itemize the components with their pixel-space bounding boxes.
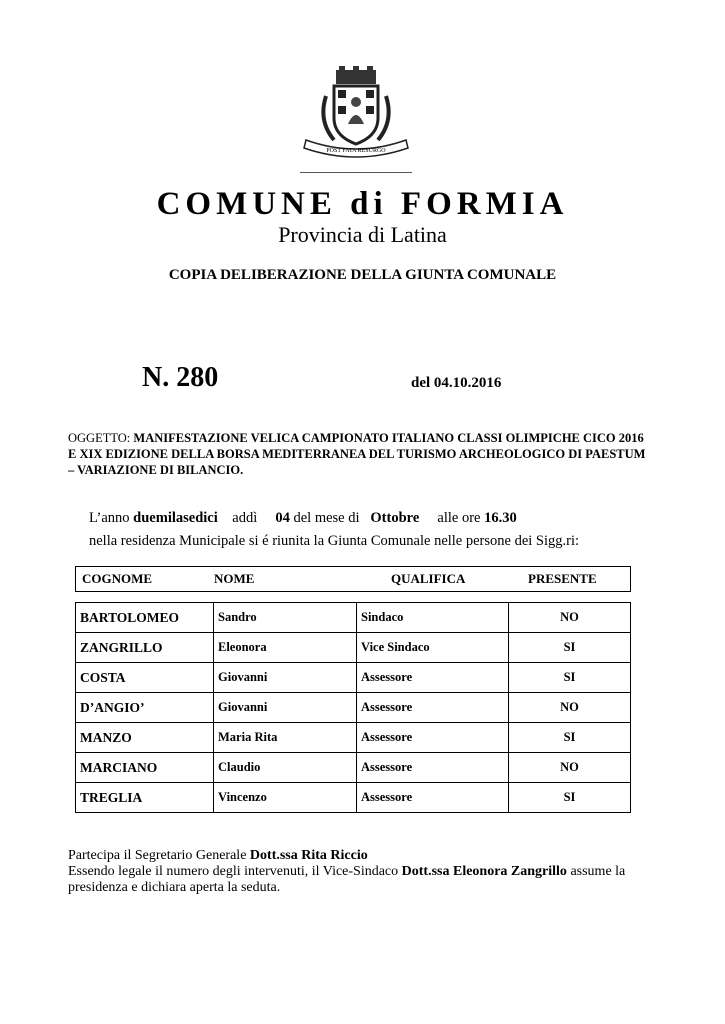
cell-nome: Giovanni bbox=[214, 693, 357, 723]
cell-presente: SI bbox=[509, 723, 631, 753]
legal-text: Essendo legale il numero degli intervenuti, il Vice-Sindaco bbox=[68, 864, 399, 879]
ore-label: alle ore bbox=[437, 510, 481, 526]
table-row bbox=[76, 693, 631, 723]
cell-cognome: TREGLIA bbox=[76, 783, 214, 813]
vice-mayor-name: Dott.ssa Eleonora Zangrillo bbox=[401, 864, 567, 879]
cell-cognome: D’ANGIO’ bbox=[76, 693, 214, 723]
table-row bbox=[76, 783, 631, 813]
table-row bbox=[76, 663, 631, 693]
cell-nome: Giovanni bbox=[214, 663, 357, 693]
cell-qualifica: Assessore bbox=[357, 663, 509, 693]
cell-qualifica: Vice Sindaco bbox=[357, 633, 509, 663]
cell-nome: Vincenzo bbox=[214, 783, 357, 813]
attendance-table bbox=[75, 602, 631, 813]
cell-nome: Claudio bbox=[214, 753, 357, 783]
object-label: OGGETTO: bbox=[68, 431, 131, 445]
table-row bbox=[76, 603, 631, 633]
coat-of-arms-logo bbox=[296, 66, 416, 166]
cell-cognome: MARCIANO bbox=[76, 753, 214, 783]
time-value: 16.30 bbox=[484, 510, 517, 526]
secretary-name: Dott.ssa Rita Riccio bbox=[249, 848, 368, 863]
cell-cognome: BARTOLOMEO bbox=[76, 603, 214, 633]
anno-value: duemilasedici bbox=[133, 510, 218, 526]
crest-motto-text: POST FATA RESURGO bbox=[326, 148, 386, 154]
cell-presente: NO bbox=[509, 753, 631, 783]
cell-presente: NO bbox=[509, 693, 631, 723]
meeting-line-1 bbox=[89, 510, 517, 527]
addi-label: addì bbox=[232, 510, 258, 526]
cell-presente: NO bbox=[509, 603, 631, 633]
header-nome: NOME bbox=[208, 567, 385, 592]
table-row bbox=[76, 633, 631, 663]
date-prefix: del bbox=[411, 375, 431, 391]
header-presente: PRESENTE bbox=[522, 567, 631, 592]
cell-cognome: COSTA bbox=[76, 663, 214, 693]
cell-presente: SI bbox=[509, 783, 631, 813]
cell-qualifica: Assessore bbox=[357, 723, 509, 753]
header-cognome: COGNOME bbox=[76, 567, 209, 592]
month-value: Ottobre bbox=[370, 510, 420, 526]
cell-qualifica: Sindaco bbox=[357, 603, 509, 633]
cell-nome: Sandro bbox=[214, 603, 357, 633]
meeting-line-2: nella residenza Municipale si é riunita la Giunta Comunale nelle persone dei Sigg.ri: bbox=[89, 533, 580, 549]
table-row bbox=[76, 723, 631, 753]
secretary-label: Partecipa il Segretario Generale bbox=[68, 848, 247, 863]
table-row bbox=[76, 753, 631, 783]
cell-presente: SI bbox=[509, 663, 631, 693]
mese-label: del mese di bbox=[293, 510, 360, 526]
cell-cognome: MANZO bbox=[76, 723, 214, 753]
object-text: MANIFESTAZIONE VELICA CAMPIONATO ITALIANO CLASSI OLIMPICHE CICO 2016 E XIX EDIZIONE DELLA BORSA MEDITERRANEA DEL TURISMO ARCHEOLOGICO DI PAESTUM – VARIAZIONE DI BILANCIO. bbox=[68, 431, 646, 477]
crest-divider bbox=[300, 172, 412, 173]
province-label: Provincia di Latina bbox=[278, 222, 447, 247]
day-value: 04 bbox=[275, 510, 290, 526]
object-paragraph bbox=[68, 430, 648, 478]
cell-nome: Eleonora bbox=[214, 633, 357, 663]
attendance-header bbox=[75, 566, 631, 592]
cell-qualifica: Assessore bbox=[357, 693, 509, 723]
date-value: 04.10.2016 bbox=[433, 375, 502, 391]
cell-qualifica: Assessore bbox=[357, 753, 509, 783]
cell-cognome: ZANGRILLO bbox=[76, 633, 214, 663]
page-title: COMUNE di FORMIA bbox=[156, 186, 569, 222]
footer-paragraph bbox=[68, 848, 658, 896]
deliberation-date bbox=[411, 375, 501, 392]
legal-text-end: assume la presidenza e dichiara aperta la seduta. bbox=[68, 864, 626, 895]
anno-label: L’anno bbox=[89, 510, 130, 526]
header-qualifica: QUALIFICA bbox=[385, 567, 522, 592]
cell-nome: Maria Rita bbox=[214, 723, 357, 753]
cell-qualifica: Assessore bbox=[357, 783, 509, 813]
document-subtitle: COPIA DELIBERAZIONE DELLA GIUNTA COMUNALE bbox=[168, 267, 557, 283]
cell-presente: SI bbox=[509, 633, 631, 663]
deliberation-number: N. 280 bbox=[142, 362, 219, 393]
